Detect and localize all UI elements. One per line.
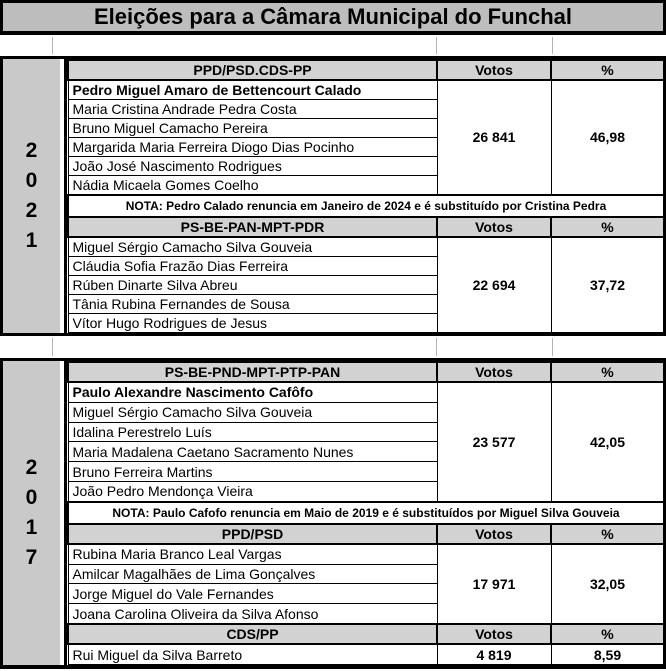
spacer-row-middle [0,336,666,358]
election-block-2017 [0,358,666,669]
results-table-wrap-2021 [64,59,666,333]
party-header-row [68,624,664,644]
gridline [52,37,53,54]
candidate-name-cell: Maria Madalena Caetano Sacramento Nunes [68,442,437,462]
candidate-name-cell: Joana Carolina Oliveira da Silva Afonso [68,604,437,624]
percent-value-cell: 37,72 [551,237,664,333]
candidate-name-cell: Bruno Miguel Camacho Pereira [68,119,437,138]
results-table-wrap-2017 [64,361,666,665]
gridline [436,37,437,54]
percent-header: % [551,524,664,544]
percent-header: % [551,60,664,80]
candidate-name-cell: Rubina Maria Branco Leal Vargas [68,544,437,564]
page-title: Eleições para a Câmara Municipal do Funchal [0,0,666,35]
candidate-name-cell: Rúben Dinarte Silva Abreu [68,275,437,294]
votes-value-cell: 22 694 [437,237,551,333]
note-cell: NOTA: Paulo Cafofo renuncia em Maio de 2019 e é substituídos por Miguel Silva Gouveia [68,502,664,524]
gridline [552,37,553,54]
votes-value-cell: 23 577 [437,382,551,502]
percent-header: % [551,362,664,382]
candidate-name-cell: Idalina Perestrelo Luís [68,422,437,442]
votes-value-cell: 4 819 [437,644,551,664]
note-row [68,502,664,524]
note-cell: NOTA: Pedro Calado renuncia em Janeiro de 2024 e é substituído por Cristina Pedra [68,195,664,217]
party-name-header: PS-BE-PND-MPT-PTP-PAN [68,362,437,382]
candidate-name-cell: Margarida Maria Ferreira Diogo Dias Pocinho [68,137,437,156]
table-row [68,544,664,564]
year-digit: 2 [25,456,38,479]
party-header-row [68,217,664,237]
gridline [436,338,437,356]
election-block-2021 [0,56,666,336]
candidate-name-cell: Maria Cristina Andrade Pedra Costa [68,100,437,119]
note-row [68,195,664,217]
percent-value-cell: 8,59 [551,644,664,664]
party-header-row [68,60,664,80]
votes-value-cell: 17 971 [437,544,551,624]
year-digit: 0 [25,486,38,509]
votes-header: Votos [437,524,551,544]
candidate-name-cell: Jorge Miguel do Vale Fernandes [68,584,437,604]
candidate-name-cell: Miguel Sérgio Camacho Silva Gouveia [68,402,437,422]
results-table-2021 [67,59,665,333]
party-name-header: PPD/PSD [68,524,437,544]
candidate-name-cell: Pedro Miguel Amaro de Bettencourt Calado [68,80,437,100]
party-name-header: PPD/PSD.CDS-PP [68,60,437,80]
party-name-header: PS-BE-PAN-MPT-PDR [68,217,437,237]
candidate-name-cell: João Pedro Mendonça Vieira [68,481,437,501]
percent-value-cell: 42,05 [551,382,664,502]
year-digit: 2 [25,139,38,162]
votes-value-cell: 26 841 [437,80,551,195]
gridline [552,338,553,356]
candidate-name-cell: Paulo Alexandre Nascimento Cafôfo [68,382,437,402]
candidate-name-cell: Tânia Rubina Fernandes de Sousa [68,294,437,313]
year-label-2021 [0,59,60,333]
percent-value-cell: 32,05 [551,544,664,624]
candidate-name-cell: Rui Miguel da Silva Barreto [68,644,437,664]
year-digit: 7 [25,546,38,569]
votes-header: Votos [437,217,551,237]
votes-header: Votos [437,362,551,382]
year-digit: 2 [25,199,38,222]
party-name-header: CDS/PP [68,624,437,644]
party-header-row [68,524,664,544]
table-row [68,237,664,257]
candidate-name-cell: João José Nascimento Rodrigues [68,156,437,175]
year-digit: 0 [25,169,38,192]
votes-header: Votos [437,60,551,80]
candidate-name-cell: Nádia Micaela Gomes Coelho [68,175,437,195]
table-row [68,80,664,100]
candidate-name-cell: Bruno Ferreira Martins [68,462,437,482]
table-row [68,382,664,402]
year-digit: 1 [25,229,38,252]
votes-header: Votos [437,624,551,644]
year-label-2017 [0,361,60,665]
year-digit: 1 [25,516,38,539]
percent-header: % [551,624,664,644]
spacer-row-top [0,35,666,56]
percent-value-cell: 46,98 [551,80,664,195]
candidate-name-cell: Vítor Hugo Rodrigues de Jesus [68,313,437,332]
results-table-2017 [67,361,665,665]
candidate-name-cell: Miguel Sérgio Camacho Silva Gouveia [68,237,437,257]
candidate-name-cell: Amilcar Magalhães de Lima Gonçalves [68,564,437,584]
percent-header: % [551,217,664,237]
party-header-row [68,362,664,382]
candidate-name-cell: Cláudia Sofia Frazão Dias Ferreira [68,256,437,275]
gridline [52,338,53,356]
table-row [68,644,664,664]
